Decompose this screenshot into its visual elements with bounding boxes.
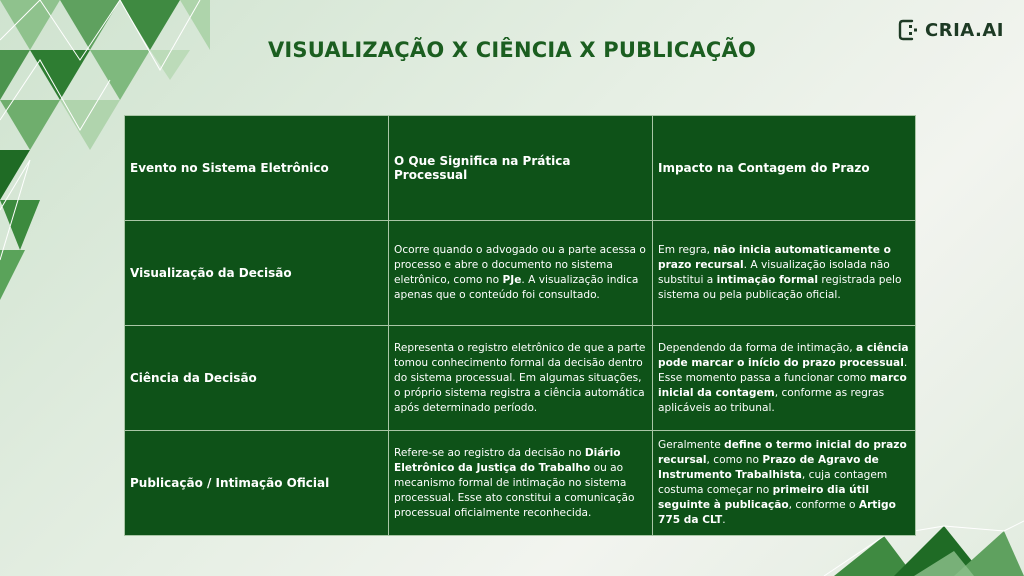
- header-meaning: O Que Significa na Prática Processual: [389, 116, 653, 221]
- comparison-table: [124, 115, 916, 536]
- meaning-run: ou ao mecanismo formal de intimação no sistema processual. Esse ato constitui a comunicação processual oficialmente reconhecida.: [394, 461, 635, 519]
- impact-run: Artigo 775 da CLT: [658, 499, 896, 526]
- event-cell: Visualização da Decisão: [125, 221, 389, 326]
- impact-run: , conforme as regras aplicáveis ao tribunal.: [658, 386, 885, 414]
- impact-run: Dependendo da forma de intimação,: [658, 341, 857, 354]
- impact-run: , cuja contagem costuma começar no: [658, 469, 888, 496]
- meaning-cell: [389, 326, 653, 431]
- impact-run: . Esse momento passa a funcionar como: [658, 356, 908, 384]
- meaning-run: PJe: [502, 274, 522, 286]
- page-title: VISUALIZAÇÃO X CIÊNCIA X PUBLICAÇÃO: [267, 38, 757, 62]
- table-row: [125, 326, 916, 431]
- meaning-run: Representa o registro eletrônico de que a parte tomou conhecimento formal da decisão dentro do sistema processual. Em algumas situações, o próprio sistema registra a ciência automática após determinado período.: [394, 341, 646, 414]
- logo-text: CRIA.AI: [925, 19, 1004, 41]
- impact-run: Prazo de Agravo de Instrumento Trabalhista: [658, 454, 879, 481]
- impact-run: , conforme o: [788, 499, 859, 511]
- impact-run: a ciência pode marcar o início do prazo processual: [658, 341, 909, 369]
- impact-cell: [653, 431, 916, 536]
- impact-run: define o termo inicial do prazo recursal: [658, 439, 907, 466]
- impact-run: , como no: [706, 454, 763, 466]
- event-cell: Ciência da Decisão: [125, 326, 389, 431]
- table-header-row: [125, 116, 916, 221]
- meaning-cell: [389, 431, 653, 536]
- meaning-run: . A visualização indica apenas que o conteúdo foi consultado.: [394, 274, 639, 301]
- table-row: [125, 221, 916, 326]
- meaning-run: Diário Eletrônico da Justiça do Trabalho: [394, 446, 621, 474]
- impact-run: marco inicial da contagem: [658, 371, 907, 399]
- table-row: [125, 431, 916, 536]
- impact-run: registrada pelo sistema ou pela publicação oficial.: [658, 274, 902, 301]
- impact-run: Em regra,: [658, 244, 714, 256]
- impact-run: não inicia automaticamente o prazo recursal: [658, 244, 891, 271]
- impact-run: . A visualização isolada não substitui a: [658, 259, 890, 286]
- header-event: Evento no Sistema Eletrônico: [125, 116, 389, 221]
- event-cell: Publicação / Intimação Oficial: [125, 431, 389, 536]
- meaning-cell: [389, 221, 653, 326]
- meaning-run: Ocorre quando o advogado ou a parte acessa o processo e abre o documento no sistema eletrônico, como no: [394, 244, 646, 286]
- impact-cell: [653, 221, 916, 326]
- impact-run: primeiro dia útil seguinte à publicação: [658, 484, 870, 511]
- impact-run: .: [722, 514, 726, 526]
- impact-cell: [653, 326, 916, 431]
- meaning-run: Refere-se ao registro da decisão no: [394, 446, 585, 459]
- header-impact: Impacto na Contagem do Prazo: [653, 116, 916, 221]
- impact-run: intimação formal: [716, 274, 819, 286]
- impact-run: Geralmente: [658, 439, 725, 451]
